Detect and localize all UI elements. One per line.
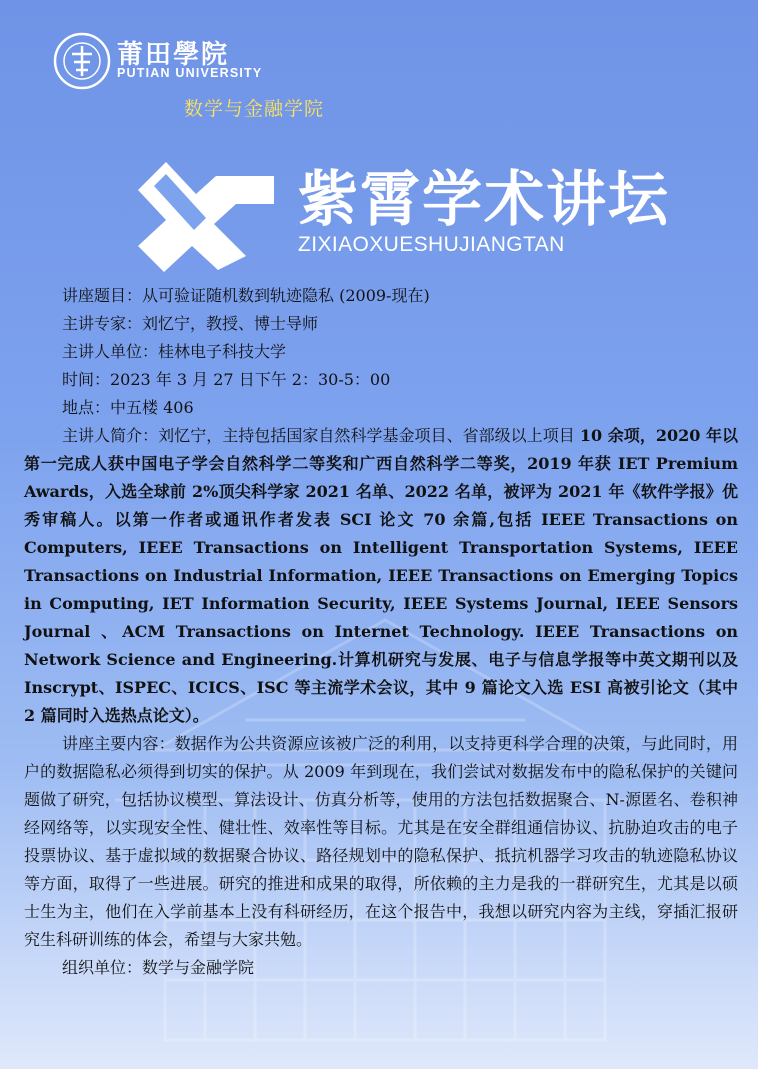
forum-pinyin: ZIXIAOXUESHUJIANGTAN xyxy=(298,233,565,256)
speaker-bio xyxy=(24,422,738,730)
forum-title: 紫霄学术讲坛 xyxy=(298,165,670,235)
speaker-bio-rest: 10 余项，2020 年以第一完成人获中国电子学会自然科学二等奖和广西自然科学二等奖，2019 年获 IET Premium Awards，入选全球前 2%顶尖科学家 2021 名单、2022 名单，被评为 2021 年《软件学报》优秀审稿人。以第一作者或通讯作者发表 SCI 论文 70 余篇,包括 IEEE Transactions on Computers, IEEE Transactions on Intelligent Transportation Systems, IEEE Transactions on Industrial Information, IEEE Transactions on Emerging Topics in Computing, IET Information Security, IEEE Systems Journal, IEEE Sensors Journal 、ACM Transactions on Internet Technology. IEEE Transactions on Network Science and Engineering.计算机研究与发展、电子与信息学报等中英文期刊以及 Inscrypt、ISPEC、ICICS、ISC 等主流学术会议，其中 9 篇论文入选 ESI 高被引论文（其中 2 篇同时入选热点论文）。 xyxy=(24,426,738,725)
university-name-cn: 莆田學院 xyxy=(117,40,230,70)
forum-x-logo-icon xyxy=(136,150,276,274)
lecture-location: 地点：中五楼 406 xyxy=(62,398,194,417)
lecture-details xyxy=(24,282,738,982)
lecture-topic: 讲座题目：从可验证随机数到轨迹隐私 (2009-现在) xyxy=(62,286,430,305)
university-name-en: PUTIAN UNIVERSITY xyxy=(117,66,263,80)
college-name: 数学与金融学院 xyxy=(184,98,325,120)
lecture-speaker: 主讲专家：刘忆宁，教授、博士导师 xyxy=(62,314,319,333)
organizer: 组织单位：数学与金融学院 xyxy=(62,958,255,977)
speaker-bio-intro: 主讲人简介：刘忆宁，主持包括国家自然科学基金项目、省部级以上项目 xyxy=(62,426,580,445)
lecture-time: 时间：2023 年 3 月 27 日下午 2：30-5：00 xyxy=(62,370,391,389)
speaker-affiliation: 主讲人单位：桂林电子科技大学 xyxy=(62,342,287,361)
lecture-abstract: 讲座主要内容：数据作为公共资源应该被广泛的利用，以支持更科学合理的决策，与此同时，用户的数据隐私必须得到切实的保护。从 2009 年到现在，我们尝试对数据发布中的隐私保护的关键问题做了研究，包括协议模型、算法设计、仿真分析等，使用的方法包括数据聚合、N-源匿名、卷积神经网络等，以实现安全性、健壮性、效率性等目标。尤其是在安全群组通信协议、抗胁迫攻击的电子投票协议、基于虚拟域的数据聚合协议、路径规划中的隐私保护、抵抗机器学习攻击的轨迹隐私协议等方面，取得了一些进展。研究的推进和成果的取得，所依赖的主力是我的一群研究生，尤其是以硕士生为主，他们在入学前基本上没有科研经历，在这个报告中，我想以研究内容为主线，穿插汇报研究生科研训练的体会，希望与大家共勉。 xyxy=(24,734,738,949)
university-seal-icon xyxy=(53,32,111,90)
